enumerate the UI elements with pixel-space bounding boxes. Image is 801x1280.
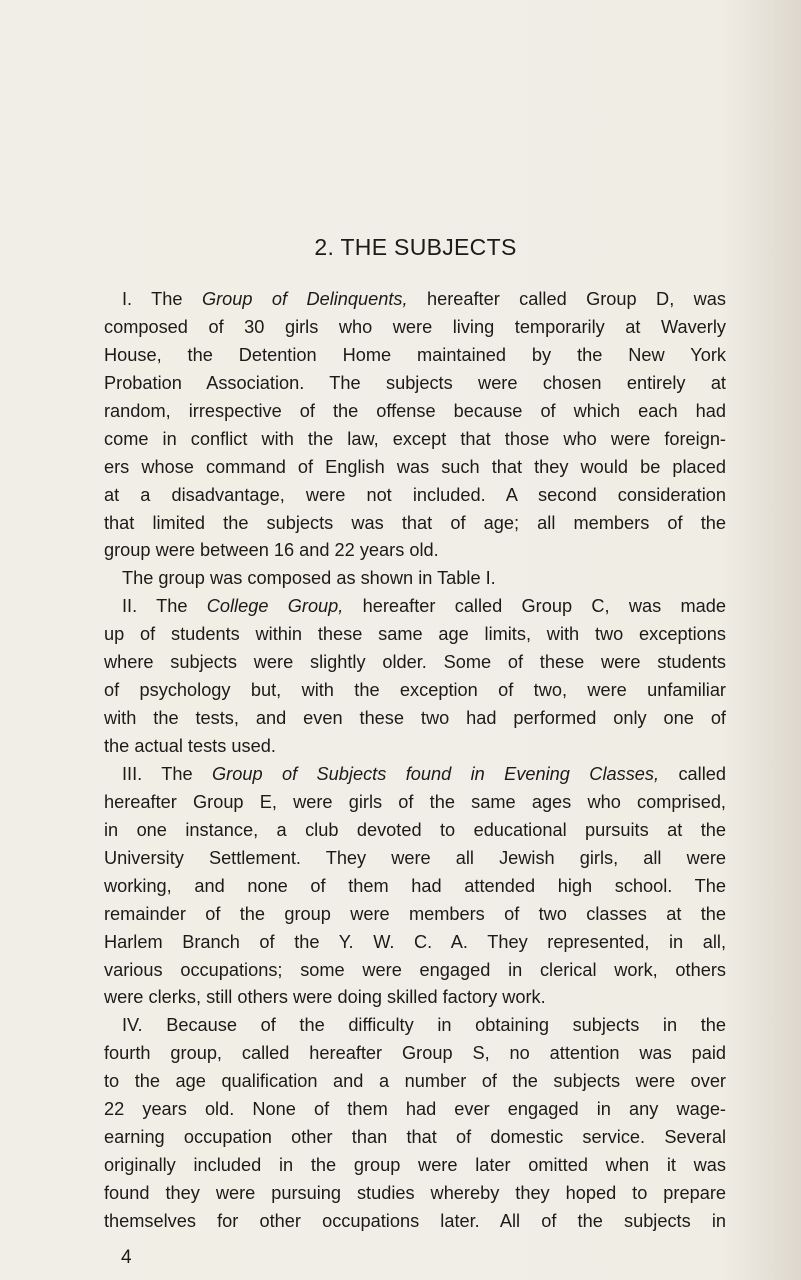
- text-line: [104, 314, 726, 342]
- text-run: with the tests, and even these two had performed only one of: [104, 708, 726, 729]
- body-text: [104, 286, 726, 1236]
- text-run: remainder of the group were members of two classes at the: [104, 903, 726, 924]
- text-run: to the age qualification and a number of the subjects were over: [104, 1071, 726, 1092]
- text-run: called: [659, 763, 726, 784]
- text-line: [104, 510, 726, 538]
- text-run: the actual tests used.: [104, 736, 276, 756]
- text-run: where subjects were slightly older. Some of these were students: [104, 652, 726, 673]
- text-line: [104, 1040, 726, 1068]
- text-run: group were between 16 and 22 years old.: [104, 540, 439, 561]
- text-line: [104, 426, 726, 454]
- text-line: [104, 537, 726, 565]
- text-line: [104, 649, 726, 677]
- text-line: [104, 370, 726, 398]
- text-run: II. The: [122, 596, 207, 617]
- text-run: I. The: [122, 289, 202, 309]
- text-line: [104, 984, 726, 1012]
- text-line: [104, 565, 726, 593]
- text-run: themselves for other occupations later. All of the subjects in: [104, 1210, 726, 1231]
- italic-term: Group of Subjects found in Evening Classes,: [212, 763, 660, 784]
- text-line: [104, 1152, 726, 1180]
- text-line: [104, 957, 726, 985]
- text-run: IV. Because of the difficulty in obtaining subjects in the: [122, 1015, 726, 1036]
- text-line: [104, 398, 726, 426]
- section-heading: 2. THE SUBJECTS: [314, 234, 517, 260]
- text-run: House, the Detention Home maintained by the New York: [104, 344, 726, 365]
- text-line: [104, 1096, 726, 1124]
- text-run: composed of 30 girls who were living temporarily at Waverly: [104, 316, 726, 337]
- text-line: [104, 1180, 726, 1208]
- text-line: [104, 482, 726, 510]
- text-run: working, and none of them had attended high school. The: [104, 875, 726, 896]
- text-line: [104, 761, 726, 789]
- text-run: of psychology but, with the exception of two, were unfamiliar: [104, 680, 726, 701]
- text-line: [104, 733, 726, 761]
- text-line: [104, 817, 726, 845]
- text-line: [104, 705, 726, 733]
- page-number: 4: [121, 1247, 132, 1268]
- text-run: earning occupation other than that of domestic service. Several: [104, 1127, 726, 1148]
- italic-term: Group of Delinquents,: [201, 289, 408, 309]
- text-run: The group was composed as shown in Table I.: [122, 568, 496, 589]
- text-line: [104, 873, 726, 901]
- text-line: [104, 901, 726, 929]
- text-line: [104, 929, 726, 957]
- text-run: hereafter called Group C, was made: [343, 596, 726, 617]
- text-run: random, irrespective of the offense because of which each had: [104, 400, 726, 421]
- text-run: found they were pursuing studies whereby they hoped to prepare: [104, 1183, 726, 1203]
- text-run: III. The: [122, 763, 213, 784]
- text-line: [104, 454, 726, 482]
- text-run: that limited the subjects was that of age; all members of the: [104, 512, 726, 533]
- text-line: [104, 1012, 726, 1040]
- text-line: [104, 342, 726, 370]
- text-run: various occupations; some were engaged in clerical work, others: [104, 959, 726, 980]
- text-run: come in conflict with the law, except that those who were foreign-: [104, 428, 726, 449]
- text-line: [104, 1124, 726, 1152]
- text-run: ers whose command of English was such that they would be placed: [104, 456, 726, 477]
- text-run: 22 years old. None of them had ever engaged in any wage-: [104, 1099, 726, 1120]
- text-run: fourth group, called hereafter Group S, no attention was paid: [104, 1043, 726, 1064]
- text-run: hereafter Group E, were girls of the same ages who comprised,: [104, 791, 726, 812]
- text-run: up of students within these same age limits, with two exceptions: [104, 624, 726, 645]
- text-line: [104, 286, 726, 314]
- text-line: [104, 593, 726, 621]
- text-line: [104, 677, 726, 705]
- italic-term: College Group,: [206, 596, 344, 617]
- text-line: [104, 789, 726, 817]
- text-line: [104, 845, 726, 873]
- text-run: were clerks, still others were doing skilled factory work.: [104, 987, 546, 1008]
- text-run: in one instance, a club devoted to educational pursuits at the: [104, 819, 726, 840]
- text-line: [104, 621, 726, 649]
- text-run: originally included in the group were later omitted when it was: [104, 1155, 726, 1176]
- text-run: Probation Association. The subjects were chosen entirely at: [104, 372, 726, 393]
- text-run: University Settlement. They were all Jewish girls, all were: [104, 847, 726, 868]
- text-line: [104, 1208, 726, 1236]
- text-run: hereafter called Group D, was: [407, 289, 726, 309]
- text-run: at a disadvantage, were not included. A second consideration: [104, 484, 726, 505]
- text-run: Harlem Branch of the Y. W. C. A. They represented, in all,: [104, 931, 726, 952]
- text-line: [104, 1068, 726, 1096]
